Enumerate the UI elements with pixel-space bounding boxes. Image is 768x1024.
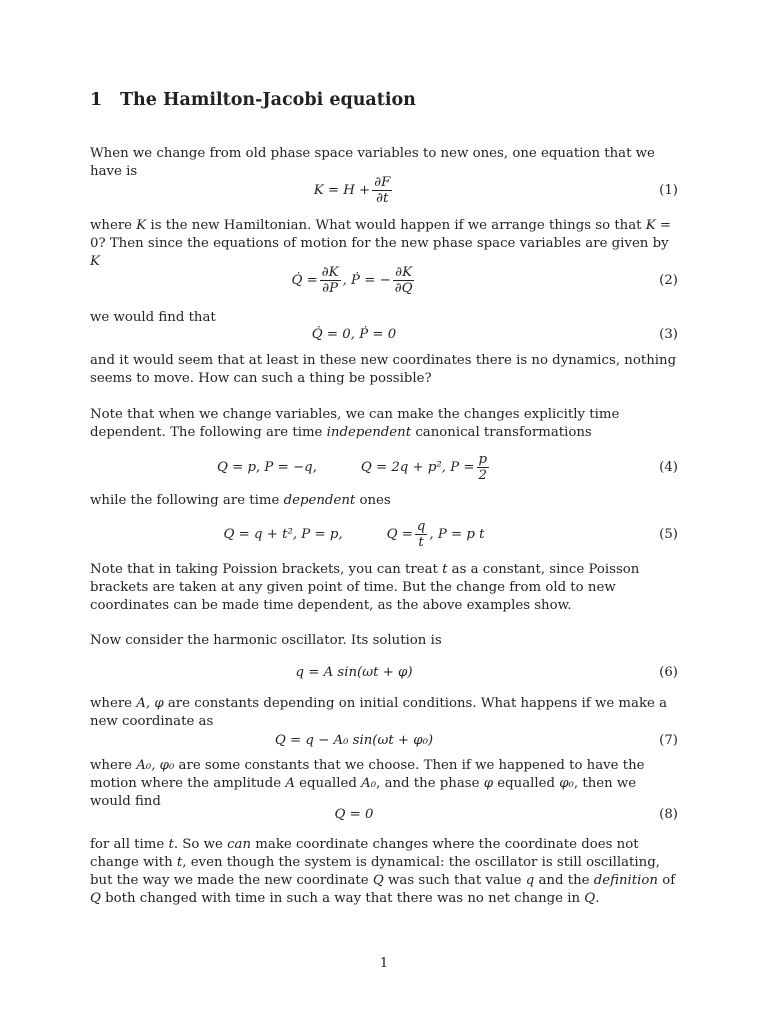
paragraph-conclusion: for all time t. So we can make coordinate changes where the coordinate does not change with t, even though the system is dynamical: the oscillator is still oscillating, but the way we made the new coordinate Q was such that value q and the definition of Q both changed with time in such a way that there was no net change in Q. <box>90 837 676 906</box>
paragraph-dependent-ones: while the following are time dependent ones <box>90 493 391 508</box>
section-number: 1 <box>90 90 103 110</box>
paragraph-new-hamiltonian: where K is the new Hamiltonian. What would happen if we arrange things so that K = 0? Then since the equations of motion for the new phase space variables are given by K <box>90 218 672 269</box>
equation-4: Q = p, P = −q, Q = 2q + p², P = $\frac{p}{2}$ (4) <box>90 449 678 485</box>
equation-1 <box>90 172 678 208</box>
equation-number: (2) <box>659 272 678 288</box>
paragraph-would-find: we would find that <box>90 310 216 325</box>
paragraph-constants: where A, φ are constants depending on initial conditions. What happens if we make a new coordinate as <box>90 696 668 729</box>
section-title: The Hamilton-Jacobi equation <box>120 90 416 110</box>
equation-8: Q = 0 (8) <box>90 796 678 832</box>
section-heading <box>90 90 416 110</box>
equation-number: (8) <box>659 806 678 822</box>
page-number: 1 <box>379 956 389 971</box>
equation-3: Q̇ = 0, Ṗ = 0 (3) <box>90 316 678 352</box>
equation-number: (7) <box>659 732 678 748</box>
eq1-lhs: K = H + <box>313 182 371 198</box>
paragraph-intro: When we change from old phase space variables to new ones, one equation that we have is <box>90 146 655 179</box>
paragraph-amplitude: where A₀, φ₀ are some constants that we choose. Then if we happened to have the motion where the amplitude A equalled A₀, and the phase φ equalled φ₀, then we would find <box>90 758 645 809</box>
eq1-numerator: ∂F <box>374 174 391 190</box>
equation-2: Q̇ = $\frac{\partial K}{\partial P}$ , Ṗ = − $\frac{\partial K}{\partial Q}$ (2) <box>90 262 678 298</box>
equation-number: (1) <box>659 182 678 198</box>
equation-number: (3) <box>659 326 678 342</box>
paragraph-no-dynamics: and it would seem that at least in these new coordinates there is no dynamics, nothing seems to move. How can such a thing be possible? <box>90 353 677 386</box>
equation-6: q = A sin(ωt + φ) (6) <box>90 654 678 690</box>
paragraph-time-dependent: Note that when we change variables, we can make the changes explicitly time dependent. The following are time independent canonical transformations <box>90 407 620 440</box>
equation-number: (5) <box>659 526 678 542</box>
equation-number: (4) <box>659 459 678 475</box>
paragraph-poisson: Note that in taking Poission brackets, you can treat t as a constant, since Poisson brackets are taken at any given point of time. But the change from old to new coordinates can be made time dependent, as the above examples show. <box>90 562 640 613</box>
equation-number: (6) <box>659 664 678 680</box>
paragraph-oscillator: Now consider the harmonic oscillator. Its solution is <box>90 633 442 648</box>
equation-7: Q = q − A₀ sin(ωt + φ₀) (7) <box>90 722 678 758</box>
equation-5: Q = q + t², P = p, Q = $\frac{q}{t}$ , P = p t (5) <box>90 516 678 552</box>
eq1-denominator: ∂t <box>376 190 389 206</box>
